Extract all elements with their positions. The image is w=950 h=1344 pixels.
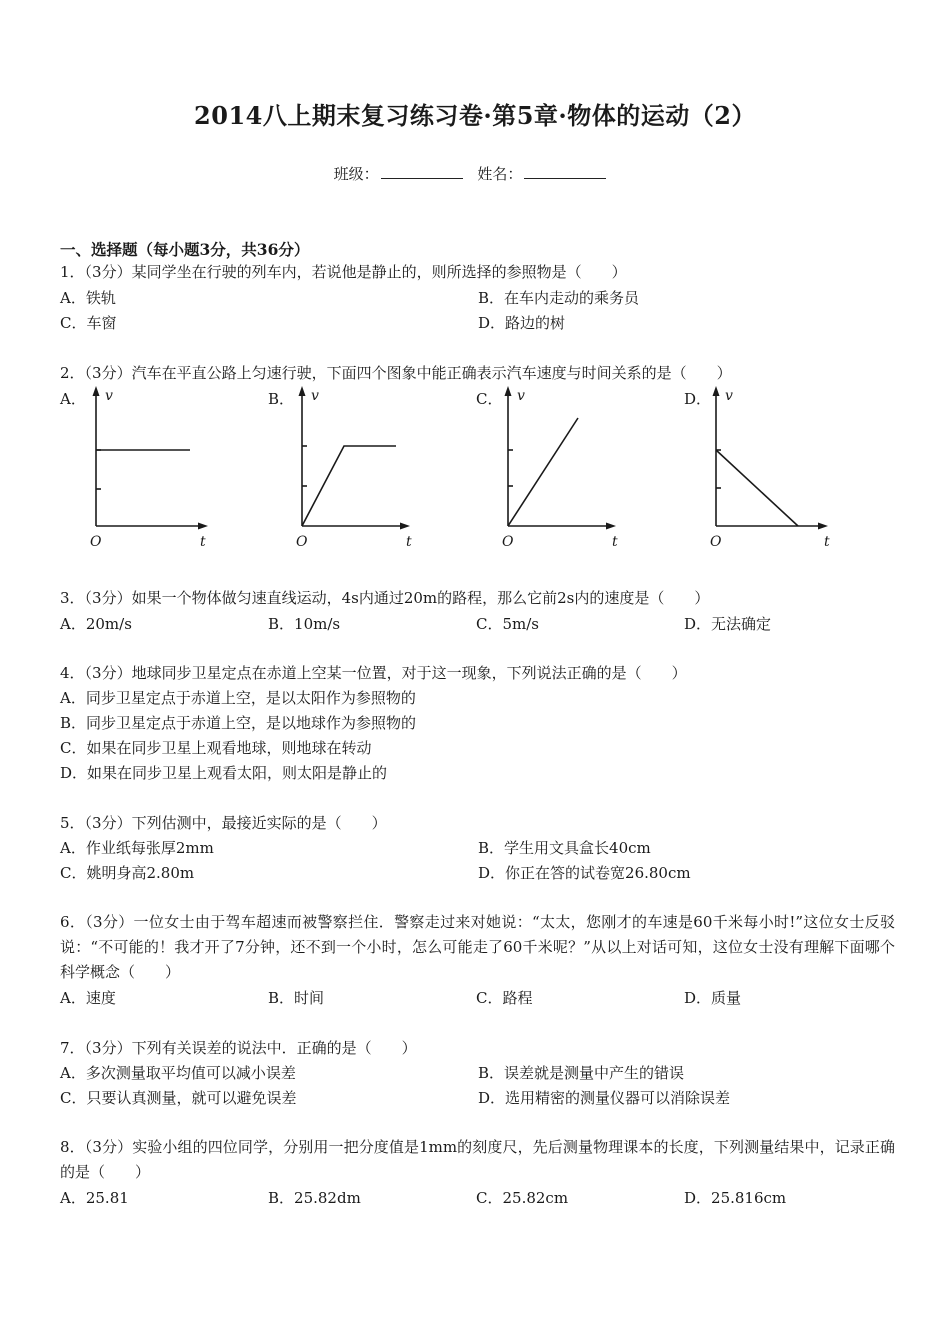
- q4-option-c[interactable]: C．如果在同步卫星上观看地球，则地球在转动: [60, 739, 372, 757]
- q6-option-b[interactable]: B．时间: [268, 989, 325, 1007]
- q1-option-d[interactable]: D．路边的树: [478, 314, 566, 332]
- question-6-stem: 6．（3分）一位女士由于驾车超速而被警察拦住．警察走过来对她说：“太太，您刚才的车速是60千米每小时!”这位女士反驳说：“不可能的！我才开了7分钟，还不到一个小时，怎么可能走了60千米呢？”从以上对话可知，这位女士没有理解下面哪个科学概念（ ）: [60, 913, 895, 981]
- q1-option-b[interactable]: B．在车内走动的乘务员: [478, 289, 640, 307]
- q5-option-d[interactable]: D．你正在答的试卷宽26.80cm: [478, 864, 691, 882]
- q2-option-c[interactable]: C．: [476, 390, 503, 408]
- q7-option-c[interactable]: C．只要认真测量，就可以避免误差: [60, 1089, 297, 1107]
- v-label: v: [517, 388, 525, 404]
- v-axis-arrow: [299, 386, 306, 396]
- question-5-stem: 5．（3分）下列估测中，最接近实际的是（ ）: [60, 814, 387, 832]
- graph-line: [302, 446, 396, 526]
- origin-label: O: [296, 534, 308, 550]
- question-1-stem: 1．（3分）某同学坐在行驶的列车内，若说他是静止的，则所选择的参照物是（ ）: [60, 263, 627, 281]
- q7-option-d[interactable]: D．选用精密的测量仪器可以消除误差: [478, 1089, 731, 1107]
- question-3-stem: 3．（3分）如果一个物体做匀速直线运动，4s内通过20m的路程，那么它前2s内的速度是（ ）: [60, 589, 710, 607]
- t-axis-arrow: [606, 523, 616, 530]
- q8-option-d[interactable]: D．25.816cm: [684, 1189, 787, 1207]
- q5-option-a[interactable]: A．作业纸每张厚2mm: [60, 839, 214, 857]
- q3-option-c[interactable]: C．5m/s: [476, 615, 539, 633]
- q8-option-c[interactable]: C．25.82cm: [476, 1189, 569, 1207]
- q8-option-b[interactable]: B．25.82dm: [268, 1189, 361, 1207]
- q4-option-a[interactable]: A．同步卫星定点于赤道上空，是以太阳作为参照物的: [60, 689, 416, 707]
- t-label: t: [406, 534, 412, 550]
- v-label: v: [105, 388, 113, 404]
- question-8-stem: 8．（3分）实验小组的四位同学，分别用一把分度值是1mm的刻度尺，先后测量物理课本的长度，下列测量结果中，记录正确的是（ ）: [60, 1138, 895, 1181]
- t-axis-arrow: [198, 523, 208, 530]
- v-label: v: [725, 388, 733, 404]
- origin-label: O: [90, 534, 102, 550]
- name-blank[interactable]: [524, 164, 606, 179]
- q2-option-b[interactable]: B．: [268, 390, 295, 408]
- v-axis-arrow: [93, 386, 100, 396]
- section-heading: 一、选择题（每小题3分，共36分）: [60, 240, 310, 259]
- q8-option-a[interactable]: A．25.81: [60, 1189, 129, 1207]
- q5-option-c[interactable]: C．姚明身高2.80m: [60, 864, 195, 882]
- q7-option-a[interactable]: A．多次测量取平均值可以减小误差: [60, 1064, 296, 1082]
- q3-option-d[interactable]: D．无法确定: [684, 615, 772, 633]
- name-label: 姓名：: [477, 165, 523, 183]
- origin-label: O: [502, 534, 514, 550]
- q2-option-a[interactable]: A．: [60, 390, 86, 408]
- t-axis-arrow: [818, 523, 828, 530]
- question-4-stem: 4．（3分）地球同步卫星定点在赤道上空某一位置，对于这一现象，下列说法正确的是（ ）: [60, 664, 687, 682]
- question-7-stem: 7．（3分）下列有关误差的说法中．正确的是（ ）: [60, 1039, 417, 1057]
- graph-line: [716, 450, 798, 526]
- class-label: 班级：: [333, 165, 379, 183]
- question-2-stem: 2．（3分）汽车在平直公路上匀速行驶，下面四个图象中能正确表示汽车速度与时间关系的是（ ）: [60, 364, 732, 382]
- t-axis-arrow: [400, 523, 410, 530]
- origin-label: O: [710, 534, 722, 550]
- graph-b[interactable]: [292, 384, 442, 552]
- t-label: t: [612, 534, 618, 550]
- q2-option-d[interactable]: D．: [684, 390, 712, 408]
- q7-option-b[interactable]: B．误差就是测量中产生的错误: [478, 1064, 685, 1082]
- v-axis-arrow: [505, 386, 512, 396]
- q6-option-d[interactable]: D．质量: [684, 989, 742, 1007]
- student-info: [0, 163, 950, 184]
- q3-option-a[interactable]: A．20m/s: [60, 615, 132, 633]
- graph-c[interactable]: [498, 384, 648, 552]
- q5-option-b[interactable]: B．学生用文具盒长40cm: [478, 839, 651, 857]
- t-label: t: [200, 534, 206, 550]
- q4-option-b[interactable]: B．同步卫星定点于赤道上空，是以地球作为参照物的: [60, 714, 417, 732]
- graph-a[interactable]: [84, 384, 234, 552]
- graph-d[interactable]: [706, 384, 856, 552]
- q1-option-c[interactable]: C．车窗: [60, 314, 117, 332]
- v-axis-arrow: [713, 386, 720, 396]
- q1-option-a[interactable]: A．铁轨: [60, 289, 116, 307]
- v-label: v: [311, 388, 319, 404]
- q3-option-b[interactable]: B．10m/s: [268, 615, 341, 633]
- q6-option-a[interactable]: A．速度: [60, 989, 116, 1007]
- graph-line: [508, 418, 578, 526]
- q6-option-c[interactable]: C．路程: [476, 989, 533, 1007]
- page-title: 2014八上期末复习练习卷·第5章·物体的运动（2）: [194, 101, 756, 130]
- t-label: t: [824, 534, 830, 550]
- class-blank[interactable]: [381, 164, 463, 179]
- q4-option-d[interactable]: D．如果在同步卫星上观看太阳，则太阳是静止的: [60, 764, 388, 782]
